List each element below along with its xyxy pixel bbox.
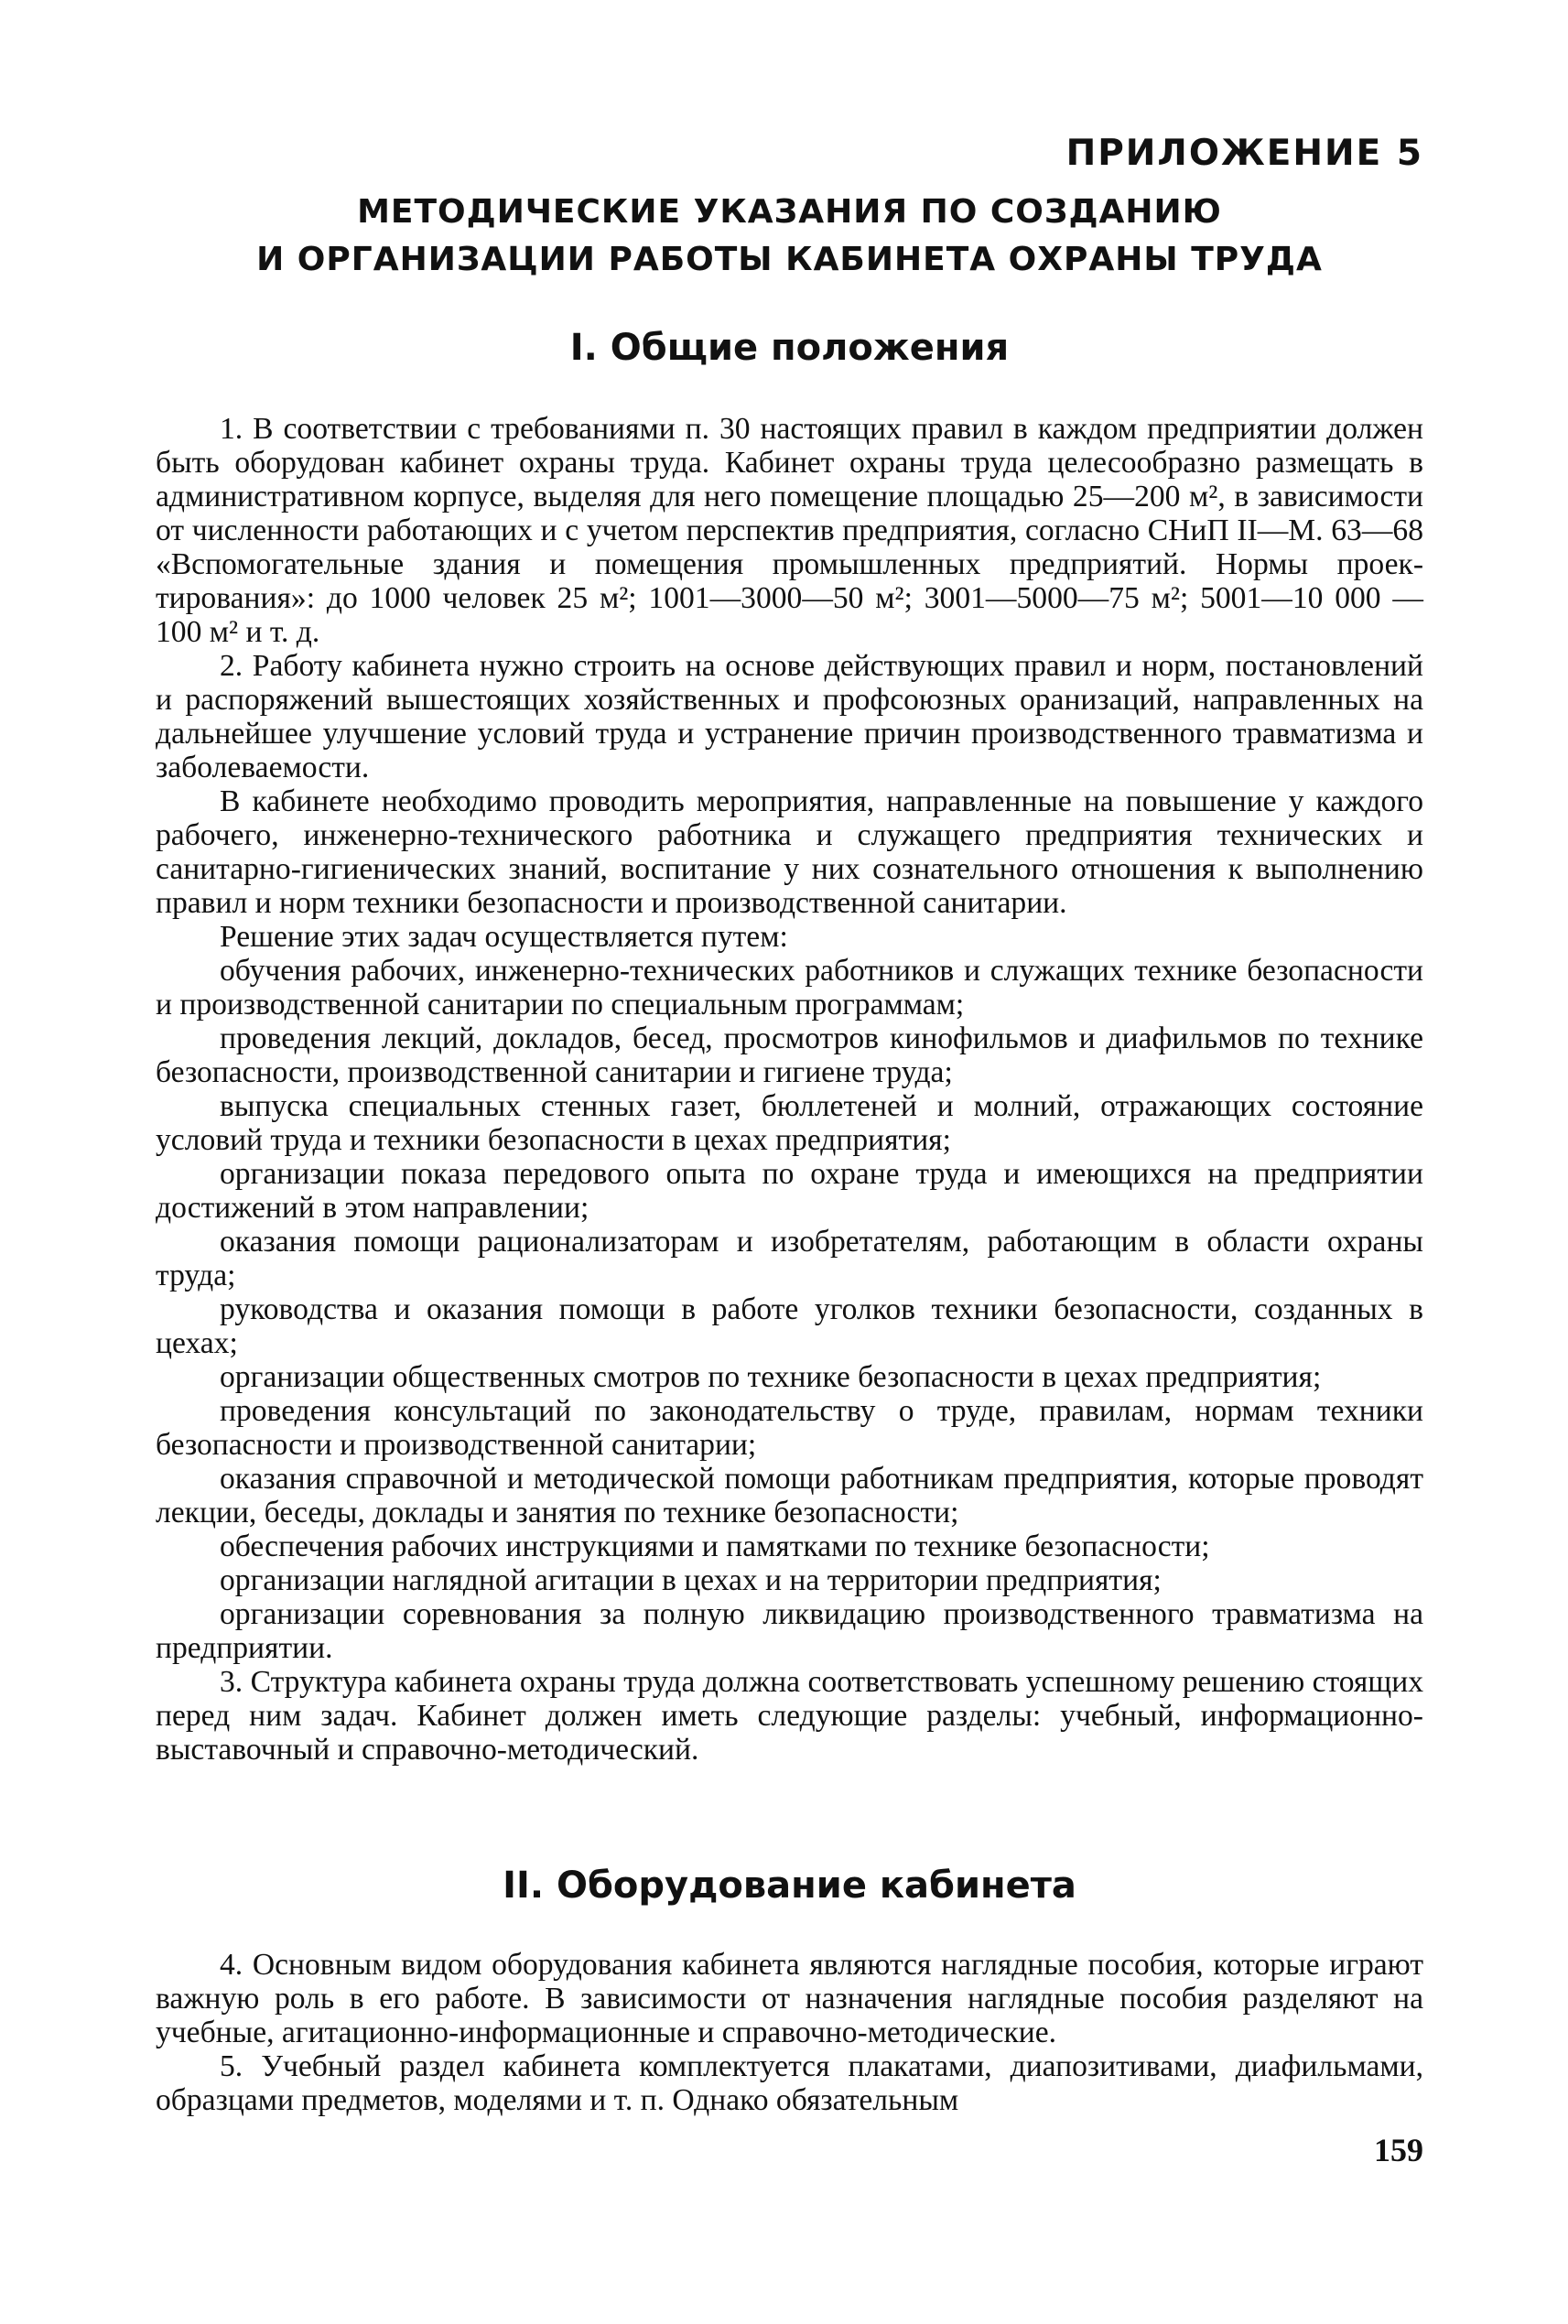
list-item: организации наглядной агитации в цехах и на территории предприятия;: [220, 1563, 1162, 1597]
document-title-line-1: МЕТОДИЧЕСКИЕ УКАЗАНИЯ ПО СОЗДАНИЮ: [357, 193, 1222, 231]
document-page: [156, 128, 1423, 2117]
list-item: оказания помощи рационализаторам и изобретателям, работающим в области охраны труда;: [156, 1225, 1423, 1292]
list-item: проведения лекций, докладов, бесед, просмотров кинофильмов и диафильмов по технике безопасности, производственной санитарии и гигиене труда;: [156, 1021, 1423, 1089]
paragraph: 2. Работу кабинета нужно строить на основе действующих правил и норм, постановлений и распоряжений вышестоящих хозяйственных и профсоюзных оранизаций, направленных на дальнейшее улучшение условий труда и устранение причин производственного травматизма и заболеваемости.: [156, 649, 1423, 784]
section-1-title: I. Общие положения: [569, 327, 1010, 369]
list-item: организации показа передового опыта по охране труда и имеющихся на предприятии достижений в этом направлении;: [156, 1157, 1423, 1225]
page-number: 159: [1374, 2132, 1423, 2168]
section-2-title: II. Оборудование кабинета: [503, 1865, 1076, 1907]
paragraph: Решение этих задач осуществляется путем:: [220, 920, 788, 954]
list-item: обучения рабочих, инженерно-технических работников и служащих технике безопасности и производственной санитарии по специальным программам;: [156, 954, 1423, 1021]
paragraph: 1. В соответствии с требованиями п. 30 настоящих правил в каждом предприятии должен быть оборудован кабинет охраны труда. Кабинет охраны труда целесообразно размещать в административном корпусе, выделяя для него помещение площадью 25—200 м², в зависимости от численности работающих и с учетом перспектив предприятия, согласно СНиП II—М. 63—68 «Вспомогательные здания и помещения промышленных предприятий. Нормы проектирования»: до 1000 человек 25 м²; 1001—3000—50 м²; 3001—5000—75 м²; 5001—10 000 — 100 м² и т. д.: [156, 412, 1423, 649]
document-title: [156, 189, 1423, 284]
section-2-body: [156, 1948, 1423, 2117]
paragraph: 4. Основным видом оборудования кабинета являются наглядные пособия, которые играют важную роль в его работе. В зависимости от назначения наглядные пособия разделяют на учебные, агитационно-информационные и справочно-методические.: [156, 1948, 1423, 2049]
section-1-body: [156, 412, 1423, 1767]
list-item: организации общественных смотров по технике безопасности в цехах предприятия;: [220, 1360, 1322, 1394]
appendix-label: ПРИЛОЖЕНИЕ 5: [1065, 133, 1423, 174]
document-title-line-2: И ОРГАНИЗАЦИИ РАБОТЫ КАБИНЕТА ОХРАНЫ ТРУДА: [256, 241, 1323, 278]
paragraph: В кабинете необходимо проводить мероприятия, направленные на повышение у каждого рабочего, инженерно-технического работника и служащего предприятия технических и санитарно-гигиенических знаний, воспитание у них сознательного отношения к выполнению правил и норм техники безопасности и производственной санитарии.: [156, 784, 1423, 920]
list-item: выпуска специальных стенных газет, бюллетеней и молний, отражающих состояние условий труда и техники безопасности в цехах предприятия;: [156, 1089, 1423, 1157]
paragraph: 5. Учебный раздел кабинета комплектуется плакатами, диапозитивами, диафильмами, образцами предметов, моделями и т. п. Однако обязательным: [156, 2049, 1423, 2117]
list-item: обеспечения рабочих инструкциями и памятками по технике безопасности;: [220, 1530, 1210, 1563]
paragraph: 3. Структура кабинета охраны труда должна соответствовать успешному решению стоящих перед ним задач. Кабинет должен иметь следующие разделы: учебный, информационно-выставочный и справочно-методический.: [156, 1665, 1423, 1767]
list-item: организации соревнования за полную ликвидацию производственного травматизма на предприятии.: [156, 1597, 1423, 1665]
list-item: руководства и оказания помощи в работе уголков техники безопасности, созданных в цехах;: [156, 1292, 1423, 1360]
list-item: проведения консультаций по законодательству о труде, правилам, нормам техники безопасности и производственной санитарии;: [156, 1394, 1423, 1462]
list-item: оказания справочной и методической помощи работникам предприятия, которые проводят лекции, беседы, доклады и занятия по технике безопасности;: [156, 1462, 1423, 1530]
